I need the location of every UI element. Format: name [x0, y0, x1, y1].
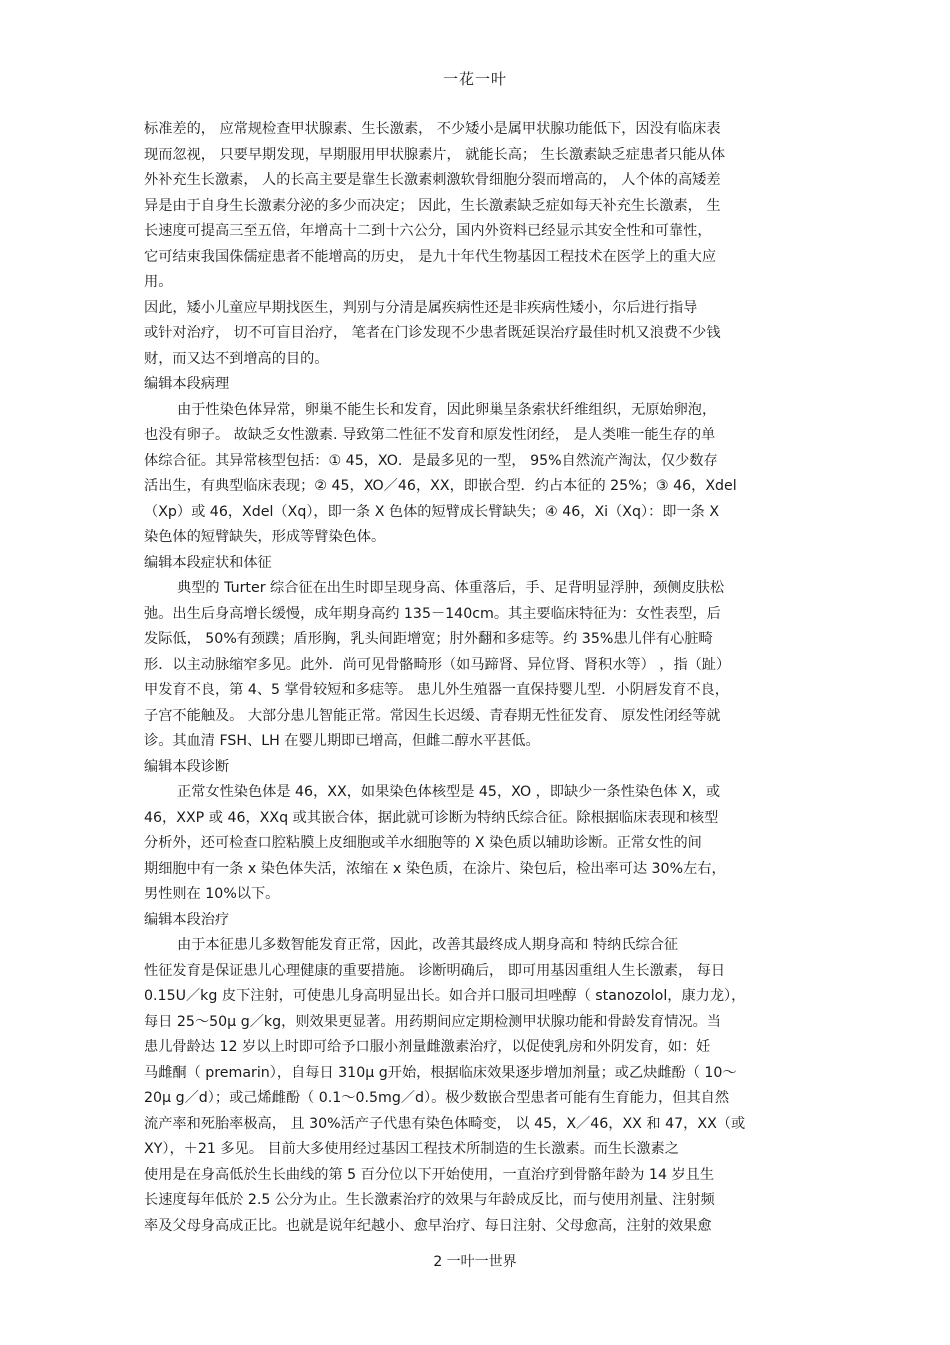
text-line: 异是由于自身生长激素分泌的多少而决定； 因此，生长激素缺乏症如每天补充生长激素， 生: [144, 197, 721, 214]
text-line: 由于性染色体异常，卵巢不能生长和发育，因此卵巢呈条索状纤维组织，无原始卵泡，: [177, 401, 717, 418]
text-line: 染色体的短臂缺失，形成等臂染色体。: [144, 529, 386, 545]
text-line: 每日 25～50μ g／kg，则效果更显著。用药期间应定期检测甲状腺功能和骨龄发育情况。当: [144, 1013, 721, 1030]
text-line: 现而忽视， 只要早期发现，早期服用甲状腺素片， 就能长高； 生长激素缺乏症患者只能从体: [144, 146, 726, 163]
text-line: 正常女性染色体是 46，XX，如果染色体核型是 45，XO ，即缺少一条性染色体 X，或: [177, 784, 721, 800]
text-line: 长速度每年低於 2.5 公分为止。生长激素治疗的效果与年龄成反比，而与使用剂量、注射频: [144, 1192, 715, 1208]
section-heading: 编辑本段诊断: [144, 758, 230, 775]
text-line: 形．以主动脉缩窄多见。此外．尚可见骨骼畸形（如马蹄肾、异位肾、肾积水等） ，指（趾）: [144, 656, 731, 673]
text-line: 标准差的， 应常规检查甲状腺素、生长激素， 不少矮小是属甲状腺功能低下，因没有临床表: [144, 121, 721, 137]
text-line: （Xp）或 46，Xdel（Xq），即一条 X 色体的短臂成长臂缺失；④ 46，Xi（Xq）：即一条 X: [144, 503, 720, 520]
section-heading: 编辑本段治疗: [144, 911, 230, 928]
section-heading: 编辑本段病理: [144, 376, 230, 392]
text-line: 诊。其血清 FSH、LH 在婴儿期即已增高，但雌二醇水平甚低。: [144, 733, 540, 749]
text-line: 性征发育是保证患儿心理健康的重要措施。 诊断明确后， 即可用基因重组人生长激素， 每日: [144, 962, 726, 979]
text-line: 长速度可提高三至五倍，年增高十二到十六公分，国内外资料已经显示其安全性和可靠性，: [144, 223, 712, 239]
text-line: 也没有卵子。 故缺乏女性激素. 导致第二性征不发育和原发性闭经， 是人类唯一能生存的单: [144, 427, 716, 443]
text-line: 活出生，有典型临床表现；② 45，XO／46，XX，即嵌合型．约占本征的 25%；③ 46，Xdel: [144, 478, 737, 494]
text-line: 使用是在身高低於生长曲线的第 5 百分位以下开始使用，一直治疗到骨骼年龄为 14 岁且生: [144, 1166, 715, 1183]
text-line: 马雌酮（ premarin），自每日 310μ g开始，根据临床效果逐步增加剂量；或乙炔雌酚（ 10～: [144, 1064, 737, 1081]
text-line: 率及父母身高成正比。也就是说年纪越小、愈早治疗、每日注射、父母愈高，注射的效果愈: [144, 1217, 712, 1234]
text-line: 外补充生长激素， 人的长高主要是靠生长激素刺激软骨细胞分裂而增高的， 人个体的高矮差: [144, 172, 721, 188]
text-line: 用。: [144, 274, 173, 290]
text-line: 子宫不能触及。 大部分患儿智能正常。常因生长迟缓、青春期无性征发育、 原发性闭经等就: [144, 707, 721, 724]
page-header: 一花一叶: [442, 70, 507, 88]
page-footer: 2 一叶一世界: [433, 1254, 517, 1270]
text-line: 由于本征患儿多数智能发育正常，因此，改善其最终成人期身高和 特纳氏综合征: [177, 937, 679, 953]
text-line: 46，XXP 或 46，XXq 或其嵌合体，据此就可诊断为特纳氏综合征。除根据临床表现和核型: [144, 809, 719, 826]
text-line: 它可结束我国侏儒症患者不能增高的历史， 是九十年代生物基因工程技术在医学上的重大应: [144, 248, 717, 265]
document-body: [144, 117, 810, 1239]
text-line: XY），＋21 多见。 目前大多使用经过基因工程技术所制造的生长激素。而生长激素之: [144, 1141, 679, 1157]
text-line: 财，而又达不到增高的目的。: [144, 350, 329, 367]
text-line: 体综合征。其异常核型包括：① 45，XO．是最多见的一型， 95%自然流产淘汰，仅少数存: [144, 452, 718, 469]
section-heading: 编辑本段症状和体征: [144, 554, 272, 571]
text-line: 因此，矮小儿童应早期找医生，判别与分清是属疾病性还是非疾病性矮小，尔后进行指导: [144, 299, 698, 316]
text-line: 甲发育不良，第 4、5 掌骨较短和多痣等。 患儿外生殖器一直保持婴儿型．小阴唇发育不良，: [144, 682, 729, 698]
text-line: 发际低， 50%有颈蹼；盾形胸，乳头间距增宽；肘外翻和多痣等。约 35%患儿伴有心脏畸: [144, 631, 713, 647]
text-line: 典型的 Turter 综合征在出生时即呈现身高、体重落后，手、足背明显浮肿，颈侧皮肤松: [177, 580, 725, 596]
text-line: 或针对治疗， 切不可盲目治疗， 笔者在门诊发现不少患者既延误治疗最佳时机又浪费不少钱: [144, 325, 721, 341]
text-line: 0.15U／kg 皮下注射，可使患儿身高明显出长。如合并口服司坦唑醇（ stanozolol，康力龙），: [144, 988, 746, 1004]
text-line: 期细胞中有一条 x 染色体失活，浓缩在 x 染色质，在涂片、染包后，检出率可达 30%左右，: [144, 860, 726, 877]
text-line: 20μ g／d）；或己烯雌酚（ 0.1～0.5mg／d）。极少数嵌合型患者可能有生育能力，但其自然: [144, 1090, 730, 1106]
text-line: 流产率和死胎率极高， 且 30%活产子代患有染色体畸变， 以 45，X／46，XX 和 47，XX（或: [144, 1115, 746, 1132]
text-line: 弛。出生后身高增长缓慢，成年期身高约 135－140cm。其主要临床特征为：女性表型，后: [144, 605, 721, 622]
text-line: 男性则在 10%以下。: [144, 886, 280, 902]
text-line: 患儿骨龄达 12 岁以上时即可给予口服小剂量雌激素治疗，以促使乳房和外阴发育，如：妊: [144, 1039, 711, 1055]
text-line: 分析外，还可检查口腔粘膜上皮细胞或羊水细胞等的 X 染色质以辅助诊断。正常女性的间: [144, 835, 702, 851]
